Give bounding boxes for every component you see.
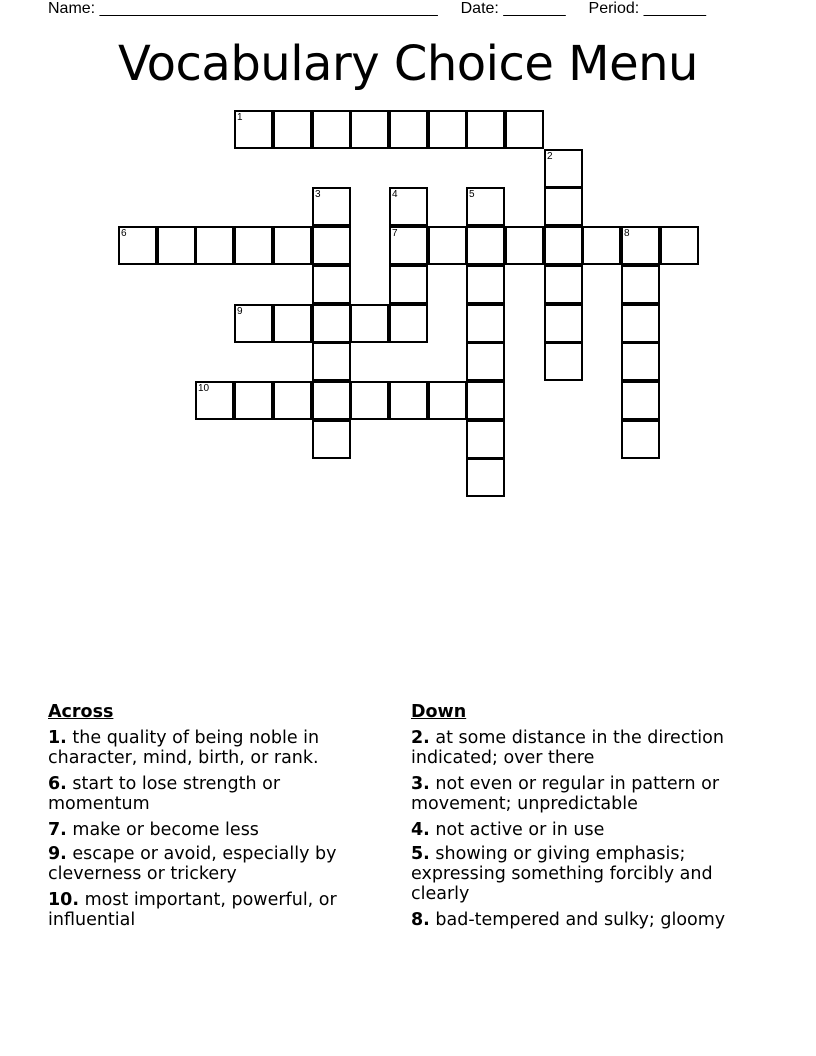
clue-across-10 — [48, 890, 378, 930]
cell-number: 8 — [624, 228, 630, 239]
period-label: Period: — [588, 0, 640, 17]
cell-number: 10 — [198, 383, 210, 394]
crossword-cell[interactable] — [466, 110, 505, 149]
crossword-cell[interactable] — [157, 226, 196, 265]
crossword-cell[interactable] — [273, 226, 312, 265]
crossword-cell[interactable] — [621, 304, 660, 343]
clue-text: escape or avoid, especially by cleverness or trickery — [48, 844, 337, 884]
clue-number: 4. — [411, 820, 430, 840]
crossword-cell[interactable] — [350, 381, 389, 420]
across-heading: Across — [48, 702, 114, 722]
crossword-cell[interactable] — [428, 110, 467, 149]
crossword-cell[interactable] — [466, 226, 505, 265]
crossword-cell[interactable] — [350, 110, 389, 149]
crossword-cell[interactable] — [621, 381, 660, 420]
clue-number: 3. — [411, 774, 430, 794]
cell-number: 7 — [392, 228, 398, 239]
crossword-cell[interactable] — [428, 381, 467, 420]
crossword-cell[interactable] — [389, 304, 428, 343]
clue-number: 2. — [411, 728, 430, 748]
clue-text: not active or in use — [435, 820, 605, 840]
name-label: Name: — [48, 0, 96, 17]
crossword-cell[interactable] — [389, 381, 428, 420]
clue-down-5 — [411, 844, 756, 904]
clue-text: bad-tempered and sulky; gloomy — [435, 910, 726, 930]
crossword-cell[interactable] — [389, 265, 428, 304]
clue-number: 5. — [411, 844, 430, 864]
clue-text: showing or giving emphasis; expressing something forcibly and clearly — [411, 844, 713, 904]
cell-number: 6 — [121, 228, 127, 239]
crossword-cell[interactable] — [273, 304, 312, 343]
crossword-cell[interactable] — [466, 381, 505, 420]
crossword-cell[interactable] — [466, 187, 505, 226]
crossword-cell[interactable] — [312, 304, 351, 343]
down-heading: Down — [411, 702, 467, 722]
period-field[interactable]: _______ — [643, 0, 706, 17]
crossword-cell[interactable] — [466, 458, 505, 497]
crossword-cell[interactable] — [312, 381, 351, 420]
cell-number: 5 — [469, 189, 475, 200]
clue-number: 10. — [48, 890, 80, 910]
crossword-cell[interactable] — [466, 304, 505, 343]
clue-number: 9. — [48, 844, 67, 864]
crossword-cell[interactable] — [544, 149, 583, 188]
clue-text: at some distance in the direction indicated; over there — [411, 728, 724, 768]
crossword-cell[interactable] — [660, 226, 699, 265]
name-field[interactable]: ______________________________________ — [99, 0, 438, 17]
crossword-cell[interactable] — [195, 226, 234, 265]
clue-text: most important, powerful, or influential — [48, 890, 337, 930]
date-label: Date: — [460, 0, 499, 17]
crossword-cell[interactable] — [582, 226, 621, 265]
crossword-cell[interactable] — [312, 110, 351, 149]
cell-number: 3 — [315, 189, 321, 200]
clue-number: 7. — [48, 820, 67, 840]
clue-number: 8. — [411, 910, 430, 930]
crossword-cell[interactable] — [350, 304, 389, 343]
crossword-cell[interactable] — [544, 304, 583, 343]
clue-text: make or become less — [72, 820, 259, 840]
crossword-cell[interactable] — [234, 226, 273, 265]
crossword-cell[interactable] — [273, 381, 312, 420]
crossword-cell[interactable] — [195, 381, 234, 420]
crossword-cell[interactable] — [544, 226, 583, 265]
crossword-cell[interactable] — [312, 420, 351, 459]
crossword-cell[interactable] — [389, 110, 428, 149]
crossword-cell[interactable] — [428, 226, 467, 265]
crossword-cell[interactable] — [312, 226, 351, 265]
crossword-cell[interactable] — [466, 265, 505, 304]
clue-down-3 — [411, 774, 756, 814]
clue-down-8 — [411, 910, 756, 930]
clue-text: start to lose strength or momentum — [48, 774, 281, 814]
clue-text: the quality of being noble in character, mind, birth, or rank. — [48, 728, 320, 768]
crossword-cell[interactable] — [389, 226, 428, 265]
crossword-cell[interactable] — [621, 265, 660, 304]
crossword-cell[interactable] — [234, 110, 273, 149]
clue-down-4 — [411, 820, 756, 840]
crossword-cell[interactable] — [234, 304, 273, 343]
crossword-grid — [0, 0, 816, 520]
clue-across-6 — [48, 774, 378, 814]
crossword-cell[interactable] — [234, 381, 273, 420]
crossword-cell[interactable] — [544, 342, 583, 381]
crossword-cell[interactable] — [621, 342, 660, 381]
crossword-cell[interactable] — [544, 187, 583, 226]
crossword-cell[interactable] — [466, 420, 505, 459]
page-title: Vocabulary Choice Menu — [118, 36, 698, 92]
crossword-cell[interactable] — [544, 265, 583, 304]
clue-across-1 — [48, 728, 378, 768]
crossword-cell[interactable] — [505, 110, 544, 149]
clue-text: not even or regular in pattern or movement; unpredictable — [411, 774, 720, 814]
clue-across-7 — [48, 820, 378, 840]
crossword-cell[interactable] — [273, 110, 312, 149]
crossword-cell[interactable] — [621, 226, 660, 265]
clue-number: 6. — [48, 774, 67, 794]
crossword-cell[interactable] — [621, 420, 660, 459]
crossword-cell[interactable] — [389, 187, 428, 226]
crossword-cell[interactable] — [505, 226, 544, 265]
crossword-cell[interactable] — [118, 226, 157, 265]
cell-number: 1 — [237, 112, 243, 123]
cell-number: 9 — [237, 306, 243, 317]
crossword-cell[interactable] — [312, 265, 351, 304]
cell-number: 4 — [392, 189, 398, 200]
clue-number: 1. — [48, 728, 67, 748]
crossword-cell[interactable] — [466, 342, 505, 381]
down-clues — [411, 702, 756, 936]
clue-across-9 — [48, 844, 378, 884]
date-field[interactable]: _______ — [503, 0, 566, 17]
clue-down-2 — [411, 728, 756, 768]
crossword-cell[interactable] — [312, 342, 351, 381]
crossword-cell[interactable] — [312, 187, 351, 226]
cell-number: 2 — [547, 151, 553, 162]
across-clues — [48, 702, 378, 936]
